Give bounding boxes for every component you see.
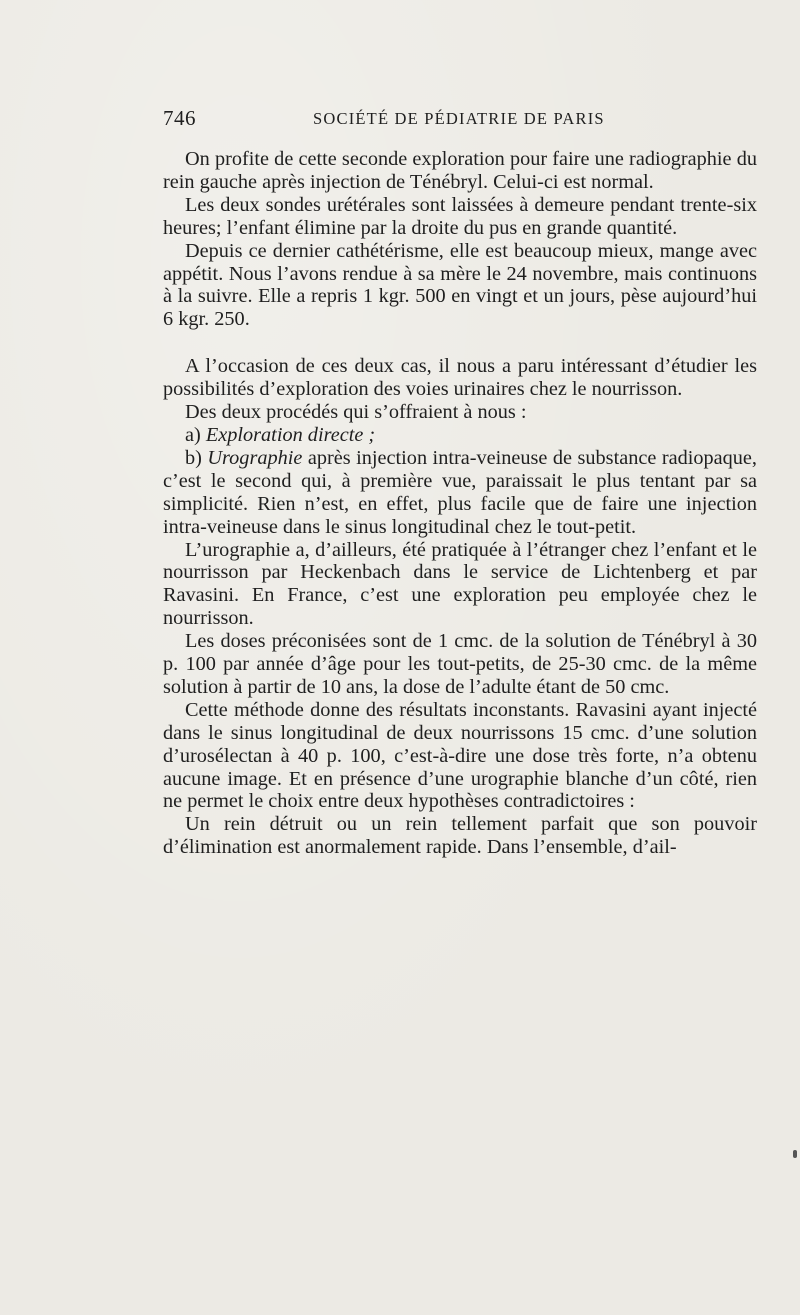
list-marker: a)	[185, 423, 201, 446]
list-item-a	[163, 424, 757, 447]
paragraph: Cette méthode donne des résultats inconstants. Ravasini ayant injecté dans le sinus longitudinal de deux nourrissons 15 cmc. d’une solution d’urosélectan à 40 p. 100, c’est-à-dire une dose très forte, n’a obtenu aucune image. Et en présence d’une urographie blanche d’un côté, rien ne permet le choix entre deux hypothèses contradictoires :	[163, 698, 757, 813]
list-item-title: Urographie	[207, 446, 303, 469]
page-number: 746	[163, 106, 196, 130]
paragraph: Depuis ce dernier cathétérisme, elle est beaucoup mieux, mange avec appétit. Nous l’avons rendue à sa mère le 24 novembre, mais continuons à la suivre. Elle a repris 1 kgr. 500 en vingt et un jours, pèse aujourd’hui 6 kgr. 250.	[163, 239, 757, 331]
paragraph: A l’occasion de ces deux cas, il nous a paru intéressant d’étudier les possibilités d’exploration des voies urinaires chez le nourrisson.	[163, 355, 757, 401]
paragraph: Les doses préconisées sont de 1 cmc. de la solution de Ténébryl à 30 p. 100 par année d’âge pour les tout-petits, de 25-30 cmc. de la même solution à partir de 10 ans, la dose de l’adulte étant de 50 cmc.	[163, 630, 757, 698]
list-item-text: après injection intra-veineuse de substance radiopaque, c’est le second qui, à première vue, paraissait le plus tentant par sa simplicité. Rien n’est, en effet, plus facile que de faire une injection intra-veineuse dans le sinus longitudinal chez le tout-petit.	[163, 446, 757, 538]
ink-speck	[793, 1150, 797, 1158]
page-header	[163, 106, 757, 134]
body-text	[163, 148, 757, 859]
paragraph: Un rein détruit ou un rein tellement parfait que son pouvoir d’élimination est anormalement rapide. Dans l’ensemble, d’ail-	[163, 813, 757, 859]
list-item-b	[163, 447, 757, 539]
list-marker: b)	[185, 446, 202, 469]
paragraph: On profite de cette seconde exploration pour faire une radiographie du rein gauche après injection de Ténébryl. Celui-ci est normal.	[163, 148, 757, 193]
paragraph: Les deux sondes urétérales sont laissées à demeure pendant trente-six heures; l’enfant élimine par la droite du pus en grande quantité.	[163, 193, 757, 239]
paragraph: L’urographie a, d’ailleurs, été pratiquée à l’étranger chez l’enfant et le nourrisson par Heckenbach dans le service de Lichtenberg et par Ravasini. En France, c’est une exploration peu employée chez le nourrisson.	[163, 538, 757, 630]
list-item-title: Exploration directe ;	[205, 423, 376, 446]
running-head: SOCIÉTÉ DE PÉDIATRIE DE PARIS	[313, 109, 605, 128]
paragraph: Des deux procédés qui s’offraient à nous :	[185, 401, 527, 424]
